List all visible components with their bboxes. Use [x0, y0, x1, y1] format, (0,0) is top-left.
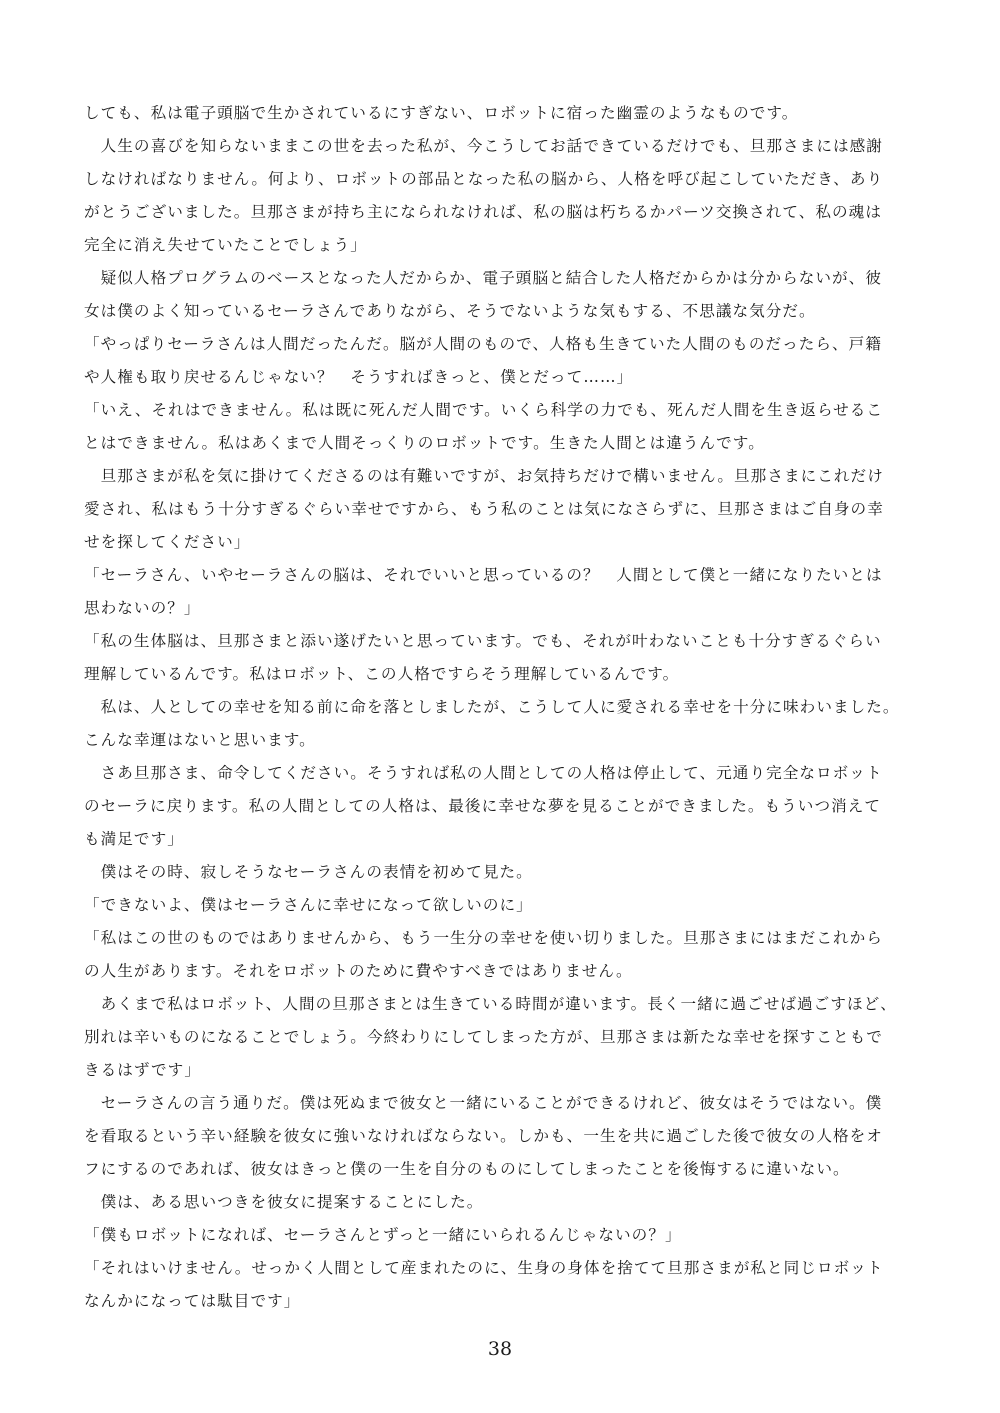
text-line: 僕はその時、寂しそうなセーラさんの表情を初めて見た。	[84, 863, 533, 881]
page-body	[84, 97, 924, 1318]
text-line: とはできません。私はあくまで人間そっくりのロボットです。生きた人間とは違うんです。	[84, 434, 765, 452]
text-line: 疑似人格プログラムのベースとなった人だからか、電子頭脳と結合した人格だからかは分からないが、彼	[84, 269, 882, 287]
text-line: セーラさんの言う通りだ。僕は死ぬまで彼女と一緒にいることができるけれど、彼女はそうではない。僕	[84, 1094, 883, 1112]
text-line: 「いえ、それはできません。私は既に死んだ人間です。いくら科学の力でも、死んだ人間を生き返らせるこ	[84, 401, 884, 419]
text-line: を看取るという辛い経験を彼女に強いなければならない。しかも、一生を共に過ごした後で彼女の人格をオ	[84, 1127, 883, 1145]
text-line: 「セーラさん、いやセーラさんの脳は、それでいいと思っているの？ 人間として僕と一緒になりたいとは	[84, 566, 883, 584]
text-line: しても、私は電子頭脳で生かされているにすぎない、ロボットに宿った幽霊のようなものです。	[84, 104, 799, 122]
text-line: なんかになっては駄目です」	[84, 1292, 301, 1310]
text-line: 思わないの？」	[84, 599, 201, 617]
text-line: 別れは辛いものになることでしょう。今終わりにしてしまった方が、旦那さまは新たな幸せを探すこともで	[84, 1028, 883, 1046]
text-line: さあ旦那さま、命令してください。そうすれば私の人間としての人格は停止して、元通り完全なロボット	[84, 764, 883, 782]
text-line: 完全に消え失せていたことでしょう」	[84, 236, 367, 254]
text-line: 愛され、私はもう十分すぎるぐらい幸せですから、もう私のことは気になさらずに、旦那さまはご自身の幸	[84, 500, 884, 518]
text-line: こんな幸運はないと思います。	[84, 731, 316, 749]
text-line: の人生があります。それをロボットのために費やすべきではありません。	[84, 962, 633, 980]
text-line: 人生の喜びを知らないままこの世を去った私が、今こうしてお話できているだけでも、旦那さまには感謝	[84, 137, 883, 155]
text-line: がとうございました。旦那さまが持ち主になられなければ、私の脳は朽ちるかパーツ交換されて、私の魂は	[84, 203, 882, 221]
text-line: きるはずです」	[84, 1061, 201, 1079]
text-line: も満足です」	[84, 830, 184, 848]
page-number: 38	[487, 1338, 513, 1360]
text-line: フにするのであれば、彼女はきっと僕の一生を自分のものにしてしまったことを後悔するに違いない。	[84, 1160, 850, 1178]
text-line: や人権も取り戻せるんじゃない？ そうすればきっと、僕とだって……」	[84, 368, 634, 386]
text-line: のセーラに戻ります。私の人間としての人格は、最後に幸せな夢を見ることができました。もういつ消えて	[84, 797, 882, 815]
text-line: 「やっぱりセーラさんは人間だったんだ。脳が人間のもので、人格も生きていた人間のものだったら、戸籍	[84, 335, 882, 353]
text-line: しなければなりません。何より、ロボットの部品となった私の脳から、人格を呼び起こしていただき、あり	[84, 170, 884, 188]
text-line: 私は、人としての幸せを知る前に命を落としましたが、こうして人に愛される幸せを十分に味わいました。	[84, 698, 900, 716]
text-line: 「僕もロボットになれば、セーラさんとずっと一緒にいられるんじゃないの？」	[84, 1226, 682, 1244]
text-line: 「私はこの世のものではありませんから、もう一生分の幸せを使い切りました。旦那さまにはまだこれから	[84, 929, 883, 947]
text-line: 「私の生体脳は、旦那さまと添い遂げたいと思っています。でも、それが叶わないことも十分すぎるぐらい	[84, 632, 882, 650]
text-line: 「できないよ、僕はセーラさんに幸せになって欲しいのに」	[84, 896, 533, 914]
text-line: あくまで私はロボット、人間の旦那さまとは生きている時間が違います。長く一緒に過ごせば過ごすほど、	[84, 995, 897, 1013]
text-line: 僕は、ある思いつきを彼女に提案することにした。	[84, 1193, 484, 1211]
text-line: 女は僕のよく知っているセーラさんでありながら、そうでないような気もする、不思議な気分だ。	[84, 302, 816, 320]
text-line: 「それはいけません。せっかく人間として産まれたのに、生身の身体を捨てて旦那さまが私と同じロボット	[84, 1259, 884, 1277]
text-line: 理解しているんです。私はロボット、この人格ですらそう理解しているんです。	[84, 665, 680, 683]
text-line: せを探してください」	[84, 533, 251, 551]
text-line: 旦那さまが私を気に掛けてくださるのは有難いですが、お気持ちだけで構いません。旦那さまにこれだけ	[84, 467, 884, 485]
